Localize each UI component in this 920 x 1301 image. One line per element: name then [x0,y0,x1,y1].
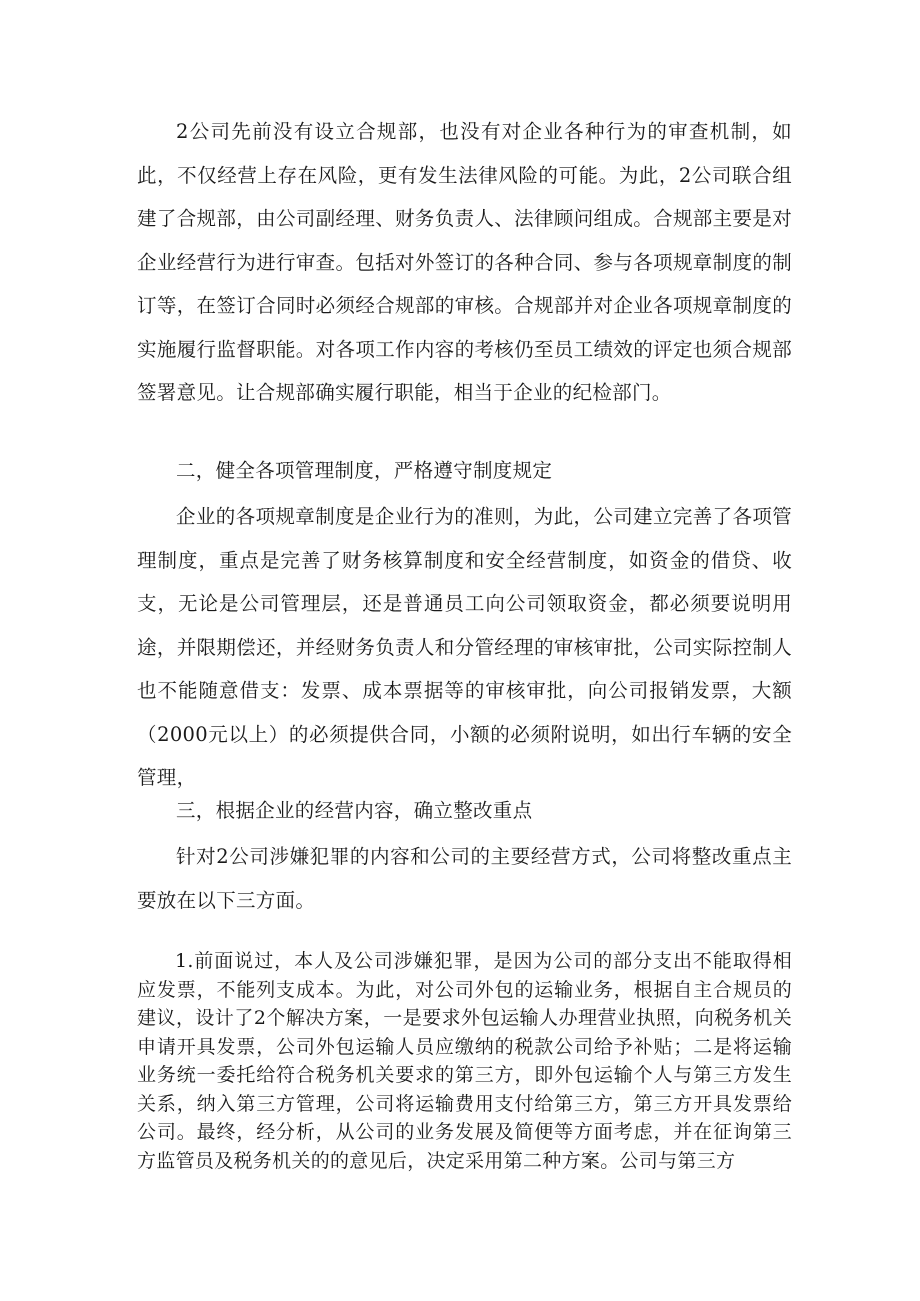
heading-section-three: 三，根据企业的经营内容，确立整改重点 [176,799,533,822]
paragraph-compliance-department: 2公司先前没有设立合规部，也没有对企业各种行为的审查机制，如此，不仅经营上存在风险，更有发生法律风险的可能。为此，2公司联合组建了合规部，由公司副经理、财务负责人、法律顾问组成。合规部主要是对企业经营行为进行审查。包括对外签订的各种合同、参与各项规章制度的制订等，在签订合同时必须经合规部的审核。合规部并对企业各项规章制度的实施履行监督职能。对各项工作内容的考核仍至员工绩效的评定也须合规部签署意见。让合规部确实履行职能，相当于企业的纪检部门。 [137,120,792,404]
paragraph-point-one: 1.前面说过，本人及公司涉嫌犯罪，是因为公司的部分支出不能取得相应发票，不能列支成本。为此，对公司外包的运输业务，根据自主合规员的建议，设计了2个解决方案，一是要求外包运输人办理营业执照，向税务机关申请开具发票，公司外包运输人员应缴纳的税款公司给予补贴；二是将运输业务统一委托给符合税务机关要求的第三方，即外包运输个人与第三方发生关系，纳入第三方管理，公司将运输费用支付给第三方，第三方开具发票给公司。最终，经分析，从公司的业务发展及简便等方面考虑，并在征询第三方监管员及税务机关的的意见后，决定采用第二种方案。公司与第三方 [137,950,792,1172]
heading-section-two: 二，健全各项管理制度，严格遵守制度规定 [176,459,553,482]
paragraph-rectification-focus: 针对2公司涉嫌犯罪的内容和公司的主要经营方式，公司将整改重点主要放在以下三方面。 [137,845,792,912]
paragraph-management-system: 企业的各项规章制度是企业行为的准则，为此，公司建立完善了各项管理制度，重点是完善了财务核算制度和安全经营制度，如资金的借贷、收支，无论是公司管理层，还是普通员工向公司领取资金，都必须要说明用途，并限期偿还，并经财务负责人和分管经理的审核审批，公司实际控制人也不能随意借支：发票、成本票据等的审核审批，向公司报销发票，大额（2000元以上）的必须提供合同，小额的必须附说明，如出行车辆的安全管理， [137,505,792,789]
